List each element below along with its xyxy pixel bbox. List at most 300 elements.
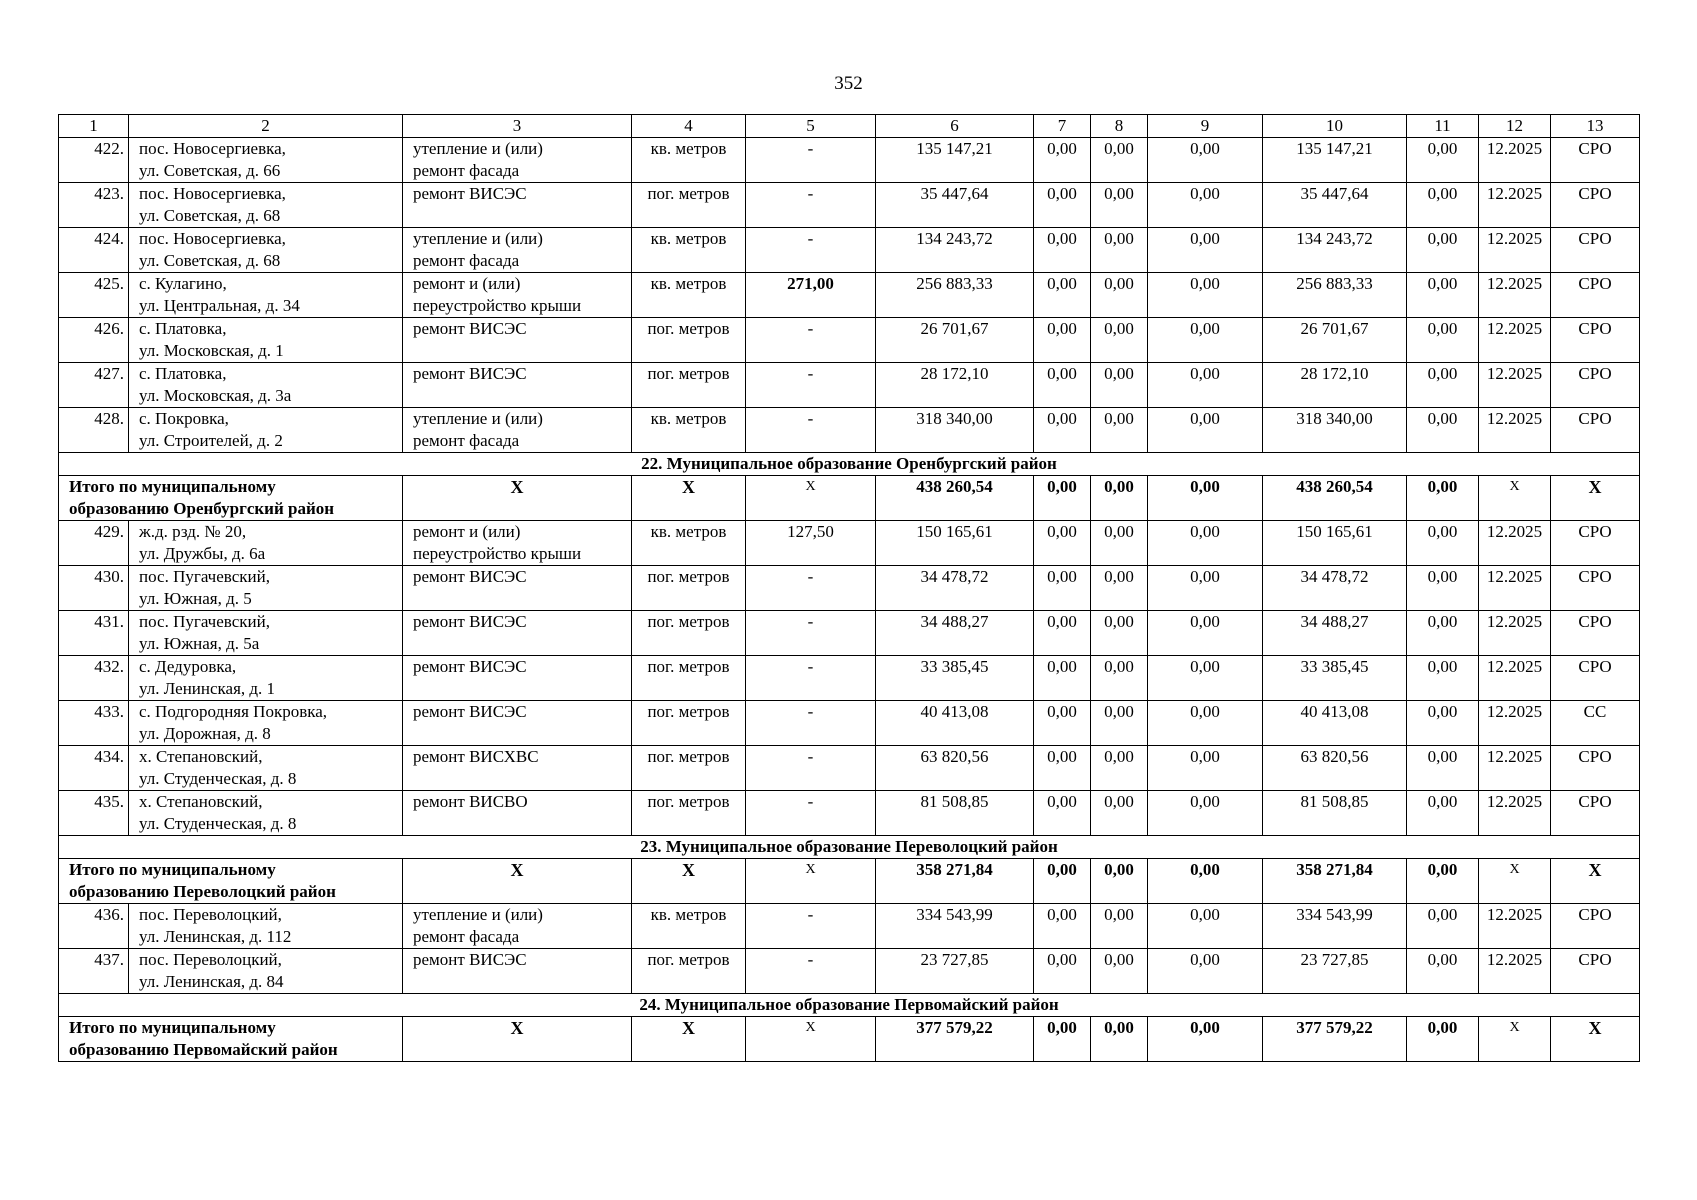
work-type-line-1: утепление и (или)	[413, 409, 543, 428]
row-number: 435.	[59, 791, 129, 836]
contractor-type-cell: СРО	[1551, 228, 1640, 273]
value-cell-c9: 0,00	[1148, 701, 1263, 746]
work-type-line-1: ремонт ВИСЭС	[413, 319, 527, 338]
subtotal-value-c6: 358 271,84	[876, 859, 1034, 904]
work-type-cell	[403, 318, 632, 363]
address-line-1: с. Платовка,	[139, 319, 227, 338]
x-mark: Х	[1551, 476, 1640, 521]
value-cell-c9: 0,00	[1148, 408, 1263, 453]
value-cell-c7: 0,00	[1034, 656, 1091, 701]
address-cell	[129, 701, 403, 746]
work-type-line-1: утепление и (или)	[413, 139, 543, 158]
value-cell-c11: 0,00	[1407, 408, 1479, 453]
quantity-cell: -	[746, 791, 876, 836]
value-cell-c11: 0,00	[1407, 746, 1479, 791]
value-cell-c6: 81 508,85	[876, 791, 1034, 836]
column-header: 5	[746, 115, 876, 138]
work-type-line-2: ремонт фасада	[413, 431, 520, 450]
subtotal-label-line-2: образованию Оренбургский район	[69, 499, 335, 518]
section-title: 24. Муниципальное образование Первомайский район	[59, 994, 1640, 1017]
address-line-2: ул. Советская, д. 66	[139, 161, 281, 180]
address-line-2: ул. Ленинская, д. 1	[139, 679, 276, 698]
column-header: 3	[403, 115, 632, 138]
work-type-cell	[403, 566, 632, 611]
table-row	[59, 746, 1640, 791]
value-cell-c12: 12.2025	[1479, 656, 1551, 701]
section-title: 23. Муниципальное образование Переволоцкий район	[59, 836, 1640, 859]
work-type-line-2: ремонт фасада	[413, 251, 520, 270]
value-cell-c9: 0,00	[1148, 656, 1263, 701]
quantity-cell: -	[746, 408, 876, 453]
address-line-1: с. Кулагино,	[139, 274, 227, 293]
value-cell-c11: 0,00	[1407, 611, 1479, 656]
quantity-cell: 127,50	[746, 521, 876, 566]
row-number: 434.	[59, 746, 129, 791]
value-cell-c10: 63 820,56	[1263, 746, 1407, 791]
value-cell-c6: 26 701,67	[876, 318, 1034, 363]
value-cell-c12: 12.2025	[1479, 138, 1551, 183]
subtotal-row	[59, 1017, 1640, 1062]
address-line-2: ул. Московская, д. 3а	[139, 386, 292, 405]
address-line-2: ул. Ленинская, д. 112	[139, 927, 292, 946]
value-cell-c11: 0,00	[1407, 228, 1479, 273]
value-cell-c12: 12.2025	[1479, 273, 1551, 318]
work-type-line-2: ремонт фасада	[413, 927, 520, 946]
subtotal-value-c8: 0,00	[1091, 859, 1148, 904]
value-cell-c8: 0,00	[1091, 183, 1148, 228]
address-line-2: ул. Дорожная, д. 8	[139, 724, 271, 743]
unit-cell: пог. метров	[632, 318, 746, 363]
value-cell-c11: 0,00	[1407, 904, 1479, 949]
address-line-2: ул. Строителей, д. 2	[139, 431, 283, 450]
section-heading-row	[59, 453, 1640, 476]
address-line-2: ул. Московская, д. 1	[139, 341, 284, 360]
address-cell	[129, 228, 403, 273]
quantity-cell: -	[746, 904, 876, 949]
subtotal-value-c9: 0,00	[1148, 859, 1263, 904]
address-line-1: пос. Новосергиевка,	[139, 229, 286, 248]
address-cell	[129, 791, 403, 836]
value-cell-c9: 0,00	[1148, 318, 1263, 363]
value-cell-c10: 34 488,27	[1263, 611, 1407, 656]
value-cell-c7: 0,00	[1034, 611, 1091, 656]
work-type-cell	[403, 701, 632, 746]
unit-cell: пог. метров	[632, 949, 746, 994]
column-header: 7	[1034, 115, 1091, 138]
value-cell-c11: 0,00	[1407, 701, 1479, 746]
value-cell-c6: 150 165,61	[876, 521, 1034, 566]
value-cell-c12: 12.2025	[1479, 949, 1551, 994]
address-cell	[129, 318, 403, 363]
value-cell-c9: 0,00	[1148, 273, 1263, 318]
work-type-line-1: ремонт ВИСЭС	[413, 364, 527, 383]
address-line-1: с. Дедуровка,	[139, 657, 237, 676]
value-cell-c9: 0,00	[1148, 949, 1263, 994]
contractor-type-cell: СРО	[1551, 408, 1640, 453]
subtotal-value-c7: 0,00	[1034, 476, 1091, 521]
subtotal-value-c10: 377 579,22	[1263, 1017, 1407, 1062]
table-row	[59, 904, 1640, 949]
value-cell-c6: 28 172,10	[876, 363, 1034, 408]
value-cell-c12: 12.2025	[1479, 408, 1551, 453]
subtotal-label-line-2: образованию Переволоцкий район	[69, 882, 336, 901]
subtotal-value-c10: 438 260,54	[1263, 476, 1407, 521]
unit-cell: кв. метров	[632, 521, 746, 566]
value-cell-c12: 12.2025	[1479, 318, 1551, 363]
address-line-1: ж.д. рзд. № 20,	[139, 522, 247, 541]
capital-repair-table	[58, 114, 1640, 1062]
value-cell-c7: 0,00	[1034, 318, 1091, 363]
value-cell-c8: 0,00	[1091, 228, 1148, 273]
column-header: 9	[1148, 115, 1263, 138]
work-type-line-1: ремонт ВИСЭС	[413, 657, 527, 676]
value-cell-c11: 0,00	[1407, 949, 1479, 994]
address-line-1: с. Подгородняя Покровка,	[139, 702, 328, 721]
contractor-type-cell: СРО	[1551, 566, 1640, 611]
table-row	[59, 363, 1640, 408]
value-cell-c10: 28 172,10	[1263, 363, 1407, 408]
column-header: 11	[1407, 115, 1479, 138]
subtotal-value-c11: 0,00	[1407, 1017, 1479, 1062]
value-cell-c8: 0,00	[1091, 904, 1148, 949]
row-number: 428.	[59, 408, 129, 453]
quantity-cell: -	[746, 566, 876, 611]
value-cell-c8: 0,00	[1091, 566, 1148, 611]
subtotal-label-line-1: Итого по муниципальному	[69, 477, 276, 496]
quantity-cell: 271,00	[746, 273, 876, 318]
subtotal-value-c6: 438 260,54	[876, 476, 1034, 521]
value-cell-c6: 40 413,08	[876, 701, 1034, 746]
section-heading-row	[59, 994, 1640, 1017]
value-cell-c11: 0,00	[1407, 521, 1479, 566]
work-type-line-1: ремонт и (или)	[413, 522, 521, 541]
value-cell-c7: 0,00	[1034, 904, 1091, 949]
table-row	[59, 656, 1640, 701]
column-header: 10	[1263, 115, 1407, 138]
value-cell-c9: 0,00	[1148, 363, 1263, 408]
work-type-line-1: ремонт ВИСЭС	[413, 702, 527, 721]
row-number: 437.	[59, 949, 129, 994]
subtotal-label-line-1: Итого по муниципальному	[69, 860, 276, 879]
table-row	[59, 408, 1640, 453]
subtotal-value-c9: 0,00	[1148, 476, 1263, 521]
subtotal-value-c8: 0,00	[1091, 476, 1148, 521]
row-number: 424.	[59, 228, 129, 273]
address-line-2: ул. Ленинская, д. 84	[139, 972, 284, 991]
value-cell-c8: 0,00	[1091, 791, 1148, 836]
quantity-cell: -	[746, 363, 876, 408]
work-type-cell	[403, 656, 632, 701]
quantity-cell: -	[746, 138, 876, 183]
unit-cell: кв. метров	[632, 904, 746, 949]
address-line-2: ул. Студенческая, д. 8	[139, 769, 297, 788]
work-type-line-2: переустройство крыши	[413, 296, 582, 315]
value-cell-c11: 0,00	[1407, 183, 1479, 228]
quantity-cell: -	[746, 318, 876, 363]
value-cell-c7: 0,00	[1034, 746, 1091, 791]
x-mark: Х	[632, 1017, 746, 1062]
row-number: 431.	[59, 611, 129, 656]
work-type-line-2: ремонт фасада	[413, 161, 520, 180]
value-cell-c8: 0,00	[1091, 318, 1148, 363]
work-type-cell	[403, 521, 632, 566]
value-cell-c10: 40 413,08	[1263, 701, 1407, 746]
value-cell-c10: 26 701,67	[1263, 318, 1407, 363]
value-cell-c10: 33 385,45	[1263, 656, 1407, 701]
quantity-cell: -	[746, 228, 876, 273]
value-cell-c7: 0,00	[1034, 273, 1091, 318]
table-row	[59, 318, 1640, 363]
quantity-cell: -	[746, 183, 876, 228]
subtotal-value-c10: 358 271,84	[1263, 859, 1407, 904]
value-cell-c11: 0,00	[1407, 656, 1479, 701]
address-cell	[129, 408, 403, 453]
value-cell-c7: 0,00	[1034, 228, 1091, 273]
x-mark: Х	[1551, 859, 1640, 904]
row-number: 433.	[59, 701, 129, 746]
subtotal-value-c11: 0,00	[1407, 859, 1479, 904]
value-cell-c9: 0,00	[1148, 791, 1263, 836]
table-row	[59, 138, 1640, 183]
unit-cell: пог. метров	[632, 183, 746, 228]
unit-cell: пог. метров	[632, 791, 746, 836]
contractor-type-cell: СРО	[1551, 746, 1640, 791]
subtotal-value-c7: 0,00	[1034, 859, 1091, 904]
value-cell-c12: 12.2025	[1479, 904, 1551, 949]
x-mark: Х	[632, 859, 746, 904]
x-mark: Х	[1551, 1017, 1640, 1062]
value-cell-c9: 0,00	[1148, 138, 1263, 183]
value-cell-c6: 34 488,27	[876, 611, 1034, 656]
quantity-cell: -	[746, 611, 876, 656]
subtotal-label-line-1: Итого по муниципальному	[69, 1018, 276, 1037]
address-line-1: пос. Новосергиевка,	[139, 139, 286, 158]
value-cell-c12: 12.2025	[1479, 566, 1551, 611]
subtotal-value-c6: 377 579,22	[876, 1017, 1034, 1062]
value-cell-c10: 35 447,64	[1263, 183, 1407, 228]
value-cell-c7: 0,00	[1034, 138, 1091, 183]
work-type-line-1: ремонт ВИСЭС	[413, 612, 527, 631]
value-cell-c8: 0,00	[1091, 746, 1148, 791]
work-type-cell	[403, 363, 632, 408]
contractor-type-cell: СРО	[1551, 521, 1640, 566]
work-type-cell	[403, 904, 632, 949]
value-cell-c6: 135 147,21	[876, 138, 1034, 183]
value-cell-c9: 0,00	[1148, 904, 1263, 949]
value-cell-c10: 34 478,72	[1263, 566, 1407, 611]
work-type-line-1: ремонт ВИСХВС	[413, 747, 539, 766]
value-cell-c6: 318 340,00	[876, 408, 1034, 453]
address-cell	[129, 521, 403, 566]
contractor-type-cell: СС	[1551, 701, 1640, 746]
table-row	[59, 949, 1640, 994]
column-header: 1	[59, 115, 129, 138]
table-row	[59, 611, 1640, 656]
address-line-1: пос. Пугачевский,	[139, 612, 270, 631]
value-cell-c9: 0,00	[1148, 566, 1263, 611]
subtotal-label	[59, 476, 403, 521]
row-number: 427.	[59, 363, 129, 408]
value-cell-c7: 0,00	[1034, 949, 1091, 994]
value-cell-c6: 33 385,45	[876, 656, 1034, 701]
value-cell-c8: 0,00	[1091, 138, 1148, 183]
value-cell-c6: 256 883,33	[876, 273, 1034, 318]
work-type-cell	[403, 138, 632, 183]
value-cell-c12: 12.2025	[1479, 611, 1551, 656]
value-cell-c7: 0,00	[1034, 408, 1091, 453]
value-cell-c10: 81 508,85	[1263, 791, 1407, 836]
address-line-1: х. Степановский,	[139, 747, 263, 766]
value-cell-c7: 0,00	[1034, 183, 1091, 228]
value-cell-c8: 0,00	[1091, 611, 1148, 656]
value-cell-c7: 0,00	[1034, 363, 1091, 408]
row-number: 430.	[59, 566, 129, 611]
address-cell	[129, 138, 403, 183]
value-cell-c6: 23 727,85	[876, 949, 1034, 994]
quantity-cell: -	[746, 949, 876, 994]
work-type-cell	[403, 228, 632, 273]
address-line-2: ул. Южная, д. 5	[139, 589, 252, 608]
address-cell	[129, 183, 403, 228]
work-type-line-1: ремонт ВИСЭС	[413, 950, 527, 969]
value-cell-c12: 12.2025	[1479, 521, 1551, 566]
contractor-type-cell: СРО	[1551, 138, 1640, 183]
work-type-cell	[403, 949, 632, 994]
subtotal-row	[59, 859, 1640, 904]
value-cell-c7: 0,00	[1034, 791, 1091, 836]
row-number: 432.	[59, 656, 129, 701]
value-cell-c10: 134 243,72	[1263, 228, 1407, 273]
address-cell	[129, 904, 403, 949]
value-cell-c6: 334 543,99	[876, 904, 1034, 949]
contractor-type-cell: СРО	[1551, 273, 1640, 318]
unit-cell: пог. метров	[632, 701, 746, 746]
address-line-1: с. Платовка,	[139, 364, 227, 383]
subtotal-value-c9: 0,00	[1148, 1017, 1263, 1062]
value-cell-c6: 35 447,64	[876, 183, 1034, 228]
value-cell-c8: 0,00	[1091, 363, 1148, 408]
address-line-1: с. Покровка,	[139, 409, 229, 428]
unit-cell: пог. метров	[632, 746, 746, 791]
subtotal-value-c8: 0,00	[1091, 1017, 1148, 1062]
column-header: 2	[129, 115, 403, 138]
value-cell-c10: 256 883,33	[1263, 273, 1407, 318]
address-line-2: ул. Студенческая, д. 8	[139, 814, 297, 833]
address-line-2: ул. Дружбы, д. 6а	[139, 544, 266, 563]
row-number: 426.	[59, 318, 129, 363]
value-cell-c10: 334 543,99	[1263, 904, 1407, 949]
address-cell	[129, 611, 403, 656]
value-cell-c6: 134 243,72	[876, 228, 1034, 273]
address-cell	[129, 363, 403, 408]
address-cell	[129, 656, 403, 701]
address-line-2: ул. Южная, д. 5а	[139, 634, 260, 653]
address-line-2: ул. Центральная, д. 34	[139, 296, 300, 315]
value-cell-c8: 0,00	[1091, 949, 1148, 994]
work-type-cell	[403, 273, 632, 318]
value-cell-c8: 0,00	[1091, 521, 1148, 566]
page-number: 352	[834, 73, 863, 94]
row-number: 422.	[59, 138, 129, 183]
value-cell-c9: 0,00	[1148, 521, 1263, 566]
contractor-type-cell: СРО	[1551, 363, 1640, 408]
value-cell-c7: 0,00	[1034, 701, 1091, 746]
subtotal-row	[59, 476, 1640, 521]
table-row	[59, 701, 1640, 746]
value-cell-c11: 0,00	[1407, 273, 1479, 318]
value-cell-c11: 0,00	[1407, 138, 1479, 183]
value-cell-c12: 12.2025	[1479, 228, 1551, 273]
table-row	[59, 273, 1640, 318]
work-type-line-2: переустройство крыши	[413, 544, 582, 563]
value-cell-c12: 12.2025	[1479, 183, 1551, 228]
value-cell-c8: 0,00	[1091, 273, 1148, 318]
work-type-line-1: утепление и (или)	[413, 905, 543, 924]
x-mark: Х	[403, 476, 632, 521]
contractor-type-cell: СРО	[1551, 791, 1640, 836]
work-type-cell	[403, 611, 632, 656]
quantity-cell: -	[746, 746, 876, 791]
work-type-line-1: ремонт ВИСЭС	[413, 567, 527, 586]
work-type-cell	[403, 408, 632, 453]
x-mark: Х	[403, 1017, 632, 1062]
work-type-line-1: ремонт ВИСЭС	[413, 184, 527, 203]
x-mark: Х	[746, 476, 876, 521]
value-cell-c7: 0,00	[1034, 521, 1091, 566]
address-cell	[129, 949, 403, 994]
work-type-cell	[403, 746, 632, 791]
value-cell-c12: 12.2025	[1479, 701, 1551, 746]
value-cell-c10: 135 147,21	[1263, 138, 1407, 183]
value-cell-c11: 0,00	[1407, 318, 1479, 363]
address-line-2: ул. Советская, д. 68	[139, 206, 281, 225]
address-cell	[129, 273, 403, 318]
row-number: 436.	[59, 904, 129, 949]
value-cell-c9: 0,00	[1148, 611, 1263, 656]
value-cell-c10: 23 727,85	[1263, 949, 1407, 994]
value-cell-c8: 0,00	[1091, 701, 1148, 746]
value-cell-c12: 12.2025	[1479, 746, 1551, 791]
column-header: 8	[1091, 115, 1148, 138]
x-mark: Х	[1479, 859, 1551, 904]
value-cell-c6: 63 820,56	[876, 746, 1034, 791]
work-type-cell	[403, 791, 632, 836]
unit-cell: пог. метров	[632, 611, 746, 656]
x-mark: Х	[403, 859, 632, 904]
address-line-1: пос. Пугачевский,	[139, 567, 270, 586]
x-mark: Х	[1479, 1017, 1551, 1062]
address-line-1: пос. Новосергиевка,	[139, 184, 286, 203]
contractor-type-cell: СРО	[1551, 656, 1640, 701]
section-title: 22. Муниципальное образование Оренбургский район	[59, 453, 1640, 476]
table-row	[59, 566, 1640, 611]
unit-cell: кв. метров	[632, 408, 746, 453]
column-header: 6	[876, 115, 1034, 138]
unit-cell: кв. метров	[632, 273, 746, 318]
unit-cell: кв. метров	[632, 228, 746, 273]
column-header: 12	[1479, 115, 1551, 138]
value-cell-c9: 0,00	[1148, 183, 1263, 228]
address-line-2: ул. Советская, д. 68	[139, 251, 281, 270]
contractor-type-cell: СРО	[1551, 949, 1640, 994]
value-cell-c9: 0,00	[1148, 746, 1263, 791]
address-line-1: пос. Переволоцкий,	[139, 950, 282, 969]
quantity-cell: -	[746, 656, 876, 701]
subtotal-label	[59, 1017, 403, 1062]
column-number-header	[59, 115, 1640, 138]
subtotal-value-c7: 0,00	[1034, 1017, 1091, 1062]
work-type-line-1: ремонт ВИСВО	[413, 792, 528, 811]
